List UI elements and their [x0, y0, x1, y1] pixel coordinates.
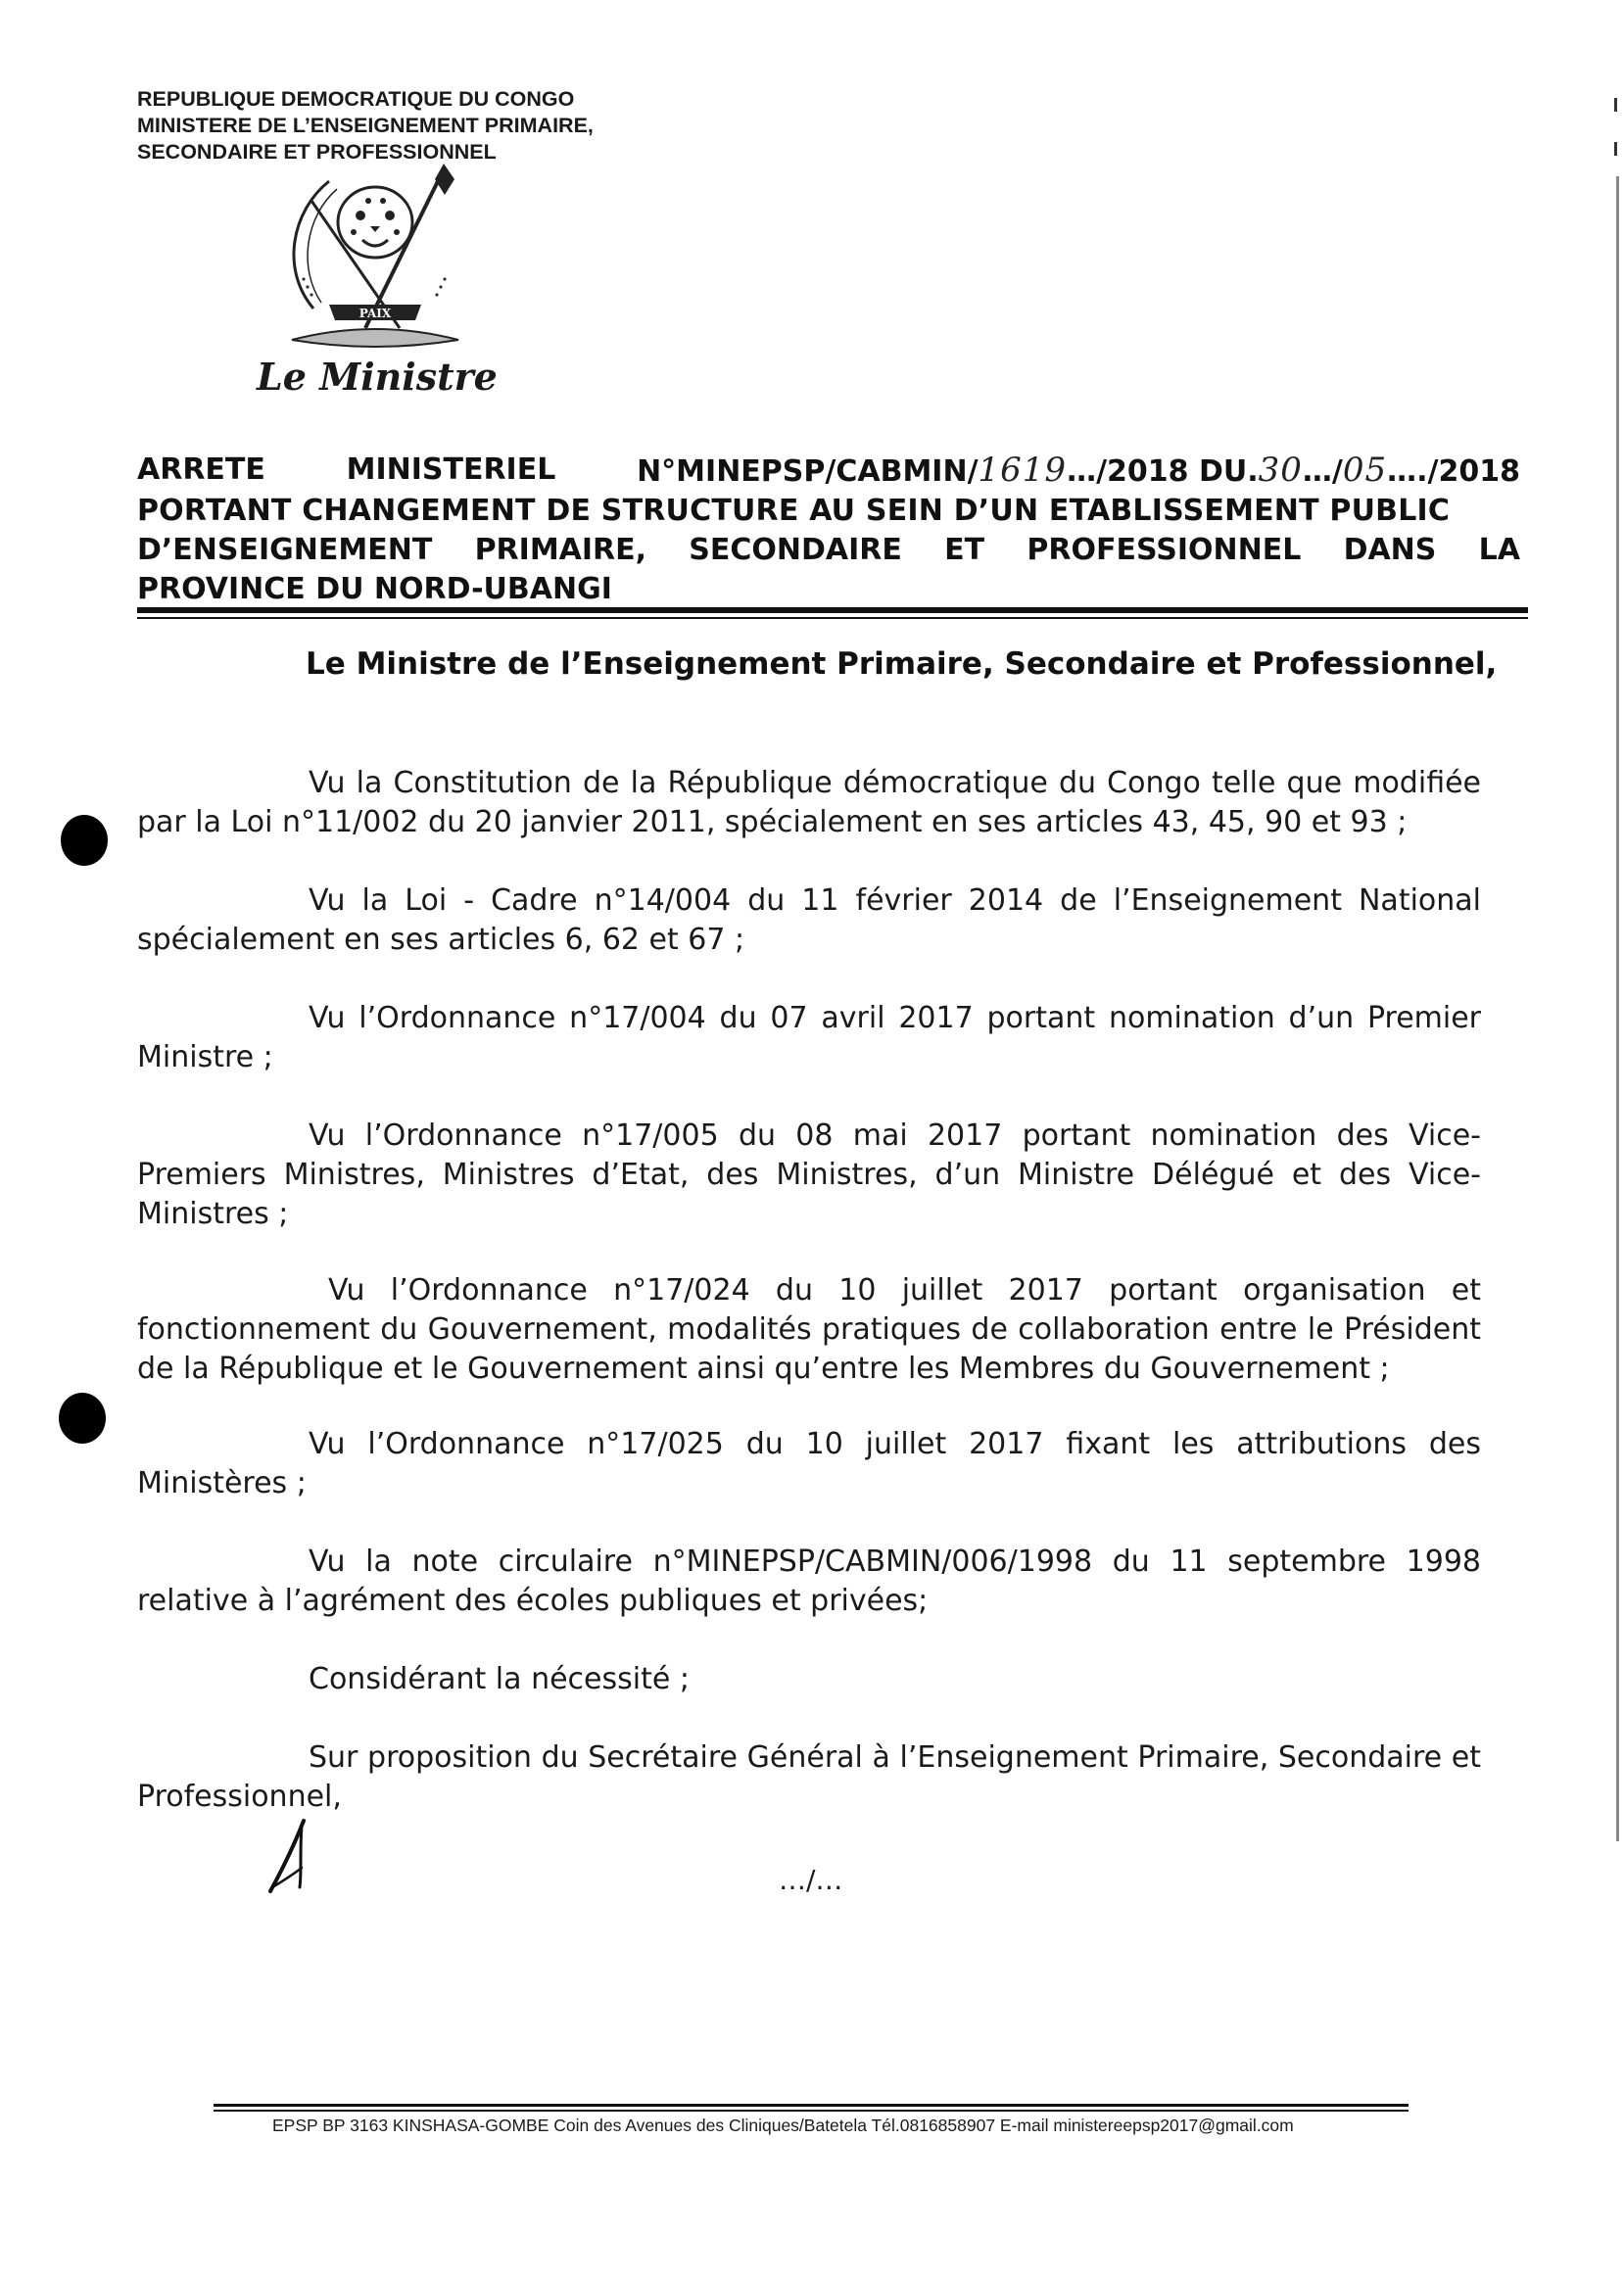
scan-edge-mark [1616, 176, 1619, 1841]
preamble: Le Ministre de l’Enseignement Primaire, Secondaire et Professionnel, [306, 646, 1498, 682]
title-divider [137, 607, 1528, 613]
paragraph-ordonnance-005: Vu l’Ordonnance n°17/005 du 08 mai 2017 portant nomination des Vice-Premiers Ministres, Ministres d’Etat, des Ministres, d’un Ministre Délégué et des Vice-Ministres ; [137, 1118, 1481, 1231]
handwritten-number: 1619 [978, 451, 1068, 490]
title-word: ARRETE [137, 452, 265, 487]
title-word: SECONDAIRE [689, 533, 902, 567]
paragraph-considerant: Considérant la nécessité ; [309, 1662, 690, 1696]
signature-block: Le Ministre [257, 355, 498, 399]
title-word: …/2018 DU. [1067, 454, 1259, 489]
title-divider-thin [137, 617, 1528, 619]
title-word: D’ENSEIGNEMENT [137, 533, 433, 567]
scan-edge-mark [1614, 98, 1617, 112]
paragraph-proposition: Sur proposition du Secrétaire Général à l’Enseignement Primaire, Secondaire et Professionnel, [137, 1740, 1481, 1814]
title-line-1 [137, 451, 1520, 492]
title-word: MINISTERIEL [346, 452, 556, 487]
title-word: …/ [1302, 454, 1343, 489]
paragraph-ordonnance-004: Vu l’Ordonnance n°17/004 du 07 avril 2017 portant nomination d’un Premier Ministre ; [137, 1001, 1481, 1074]
title-line-3 [137, 531, 1520, 570]
letterhead-ministry: MINISTERE DE L’ENSEIGNEMENT PRIMAIRE, [137, 114, 594, 137]
scan-edge-mark [1614, 142, 1617, 156]
handwritten-day: 30 [1258, 451, 1303, 490]
handwritten-month: 05 [1342, 451, 1388, 490]
paragraph-ordonnance-024: Vu l’Ordonnance n°17/024 du 10 juillet 2017 portant organisation et fonctionnement du Gouvernement, modalités pratiques de collaboration entre le Président de la République et le Gouvernement ainsi qu’entre les Membres du Gouvernement ; [137, 1273, 1481, 1386]
footer-divider [214, 2104, 1409, 2107]
footer-divider-thin [214, 2110, 1409, 2112]
title-reference [637, 451, 1520, 492]
title-text: PORTANT CHANGEMENT DE STRUCTURE AU SEIN D’UN ETABLISSEMENT PUBLIC [137, 494, 1451, 528]
coat-of-arms-icon [253, 162, 498, 367]
continuation-mark: …/… [779, 1864, 843, 1896]
punch-hole-mark [61, 815, 108, 866]
title-word: N°MINEPSP/CABMIN/ [637, 454, 979, 489]
paragraph-note-circulaire: Vu la note circulaire n°MINEPSP/CABMIN/006/1998 du 11 septembre 1998 relative à l’agrément des écoles publiques et privées; [137, 1545, 1481, 1618]
title-line-4 [137, 570, 1520, 609]
svg-text:PAIX: PAIX [358, 307, 392, 320]
title-word: PROFESSIONNEL [1027, 533, 1302, 567]
paragraph-ordonnance-025: Vu l’Ordonnance n°17/025 du 10 juillet 2017 fixant les attributions des Ministères ; [137, 1427, 1481, 1500]
paragraph-constitution: Vu la Constitution de la République démocratique du Congo telle que modifiée par la Loi n°11/002 du 20 janvier 2011, spécialement en ses articles 43, 45, 90 et 93 ; [137, 766, 1481, 839]
title-word: ET [944, 533, 985, 567]
paragraph-loi-cadre: Vu la Loi - Cadre n°14/004 du 11 février 2014 de l’Enseignement National spécialement en ses articles 6, 62 et 67 ; [137, 883, 1481, 957]
title-line-2 [137, 492, 1520, 531]
letterhead [137, 86, 594, 166]
title-word: LA [1478, 533, 1520, 567]
title-word: …./2018 [1387, 454, 1520, 489]
letterhead-country: REPUBLIQUE DEMOCRATIQUE DU CONGO [137, 87, 575, 111]
letterhead-ministry-cont: SECONDAIRE ET PROFESSIONNEL [137, 140, 497, 164]
punch-hole-mark [59, 1393, 106, 1444]
handwritten-initial-icon [257, 1817, 315, 1895]
title-word: PRIMAIRE, [474, 533, 647, 567]
document-title [137, 451, 1520, 609]
title-word: DANS [1343, 533, 1437, 567]
title-text: PROVINCE DU NORD-UBANGI [137, 572, 612, 606]
footer-contact: EPSP BP 3163 KINSHASA-GOMBE Coin des Avenues des Cliniques/Batetela Tél.0816858907 E-mail ministereepsp2017@gmail.com [272, 2116, 1294, 2135]
